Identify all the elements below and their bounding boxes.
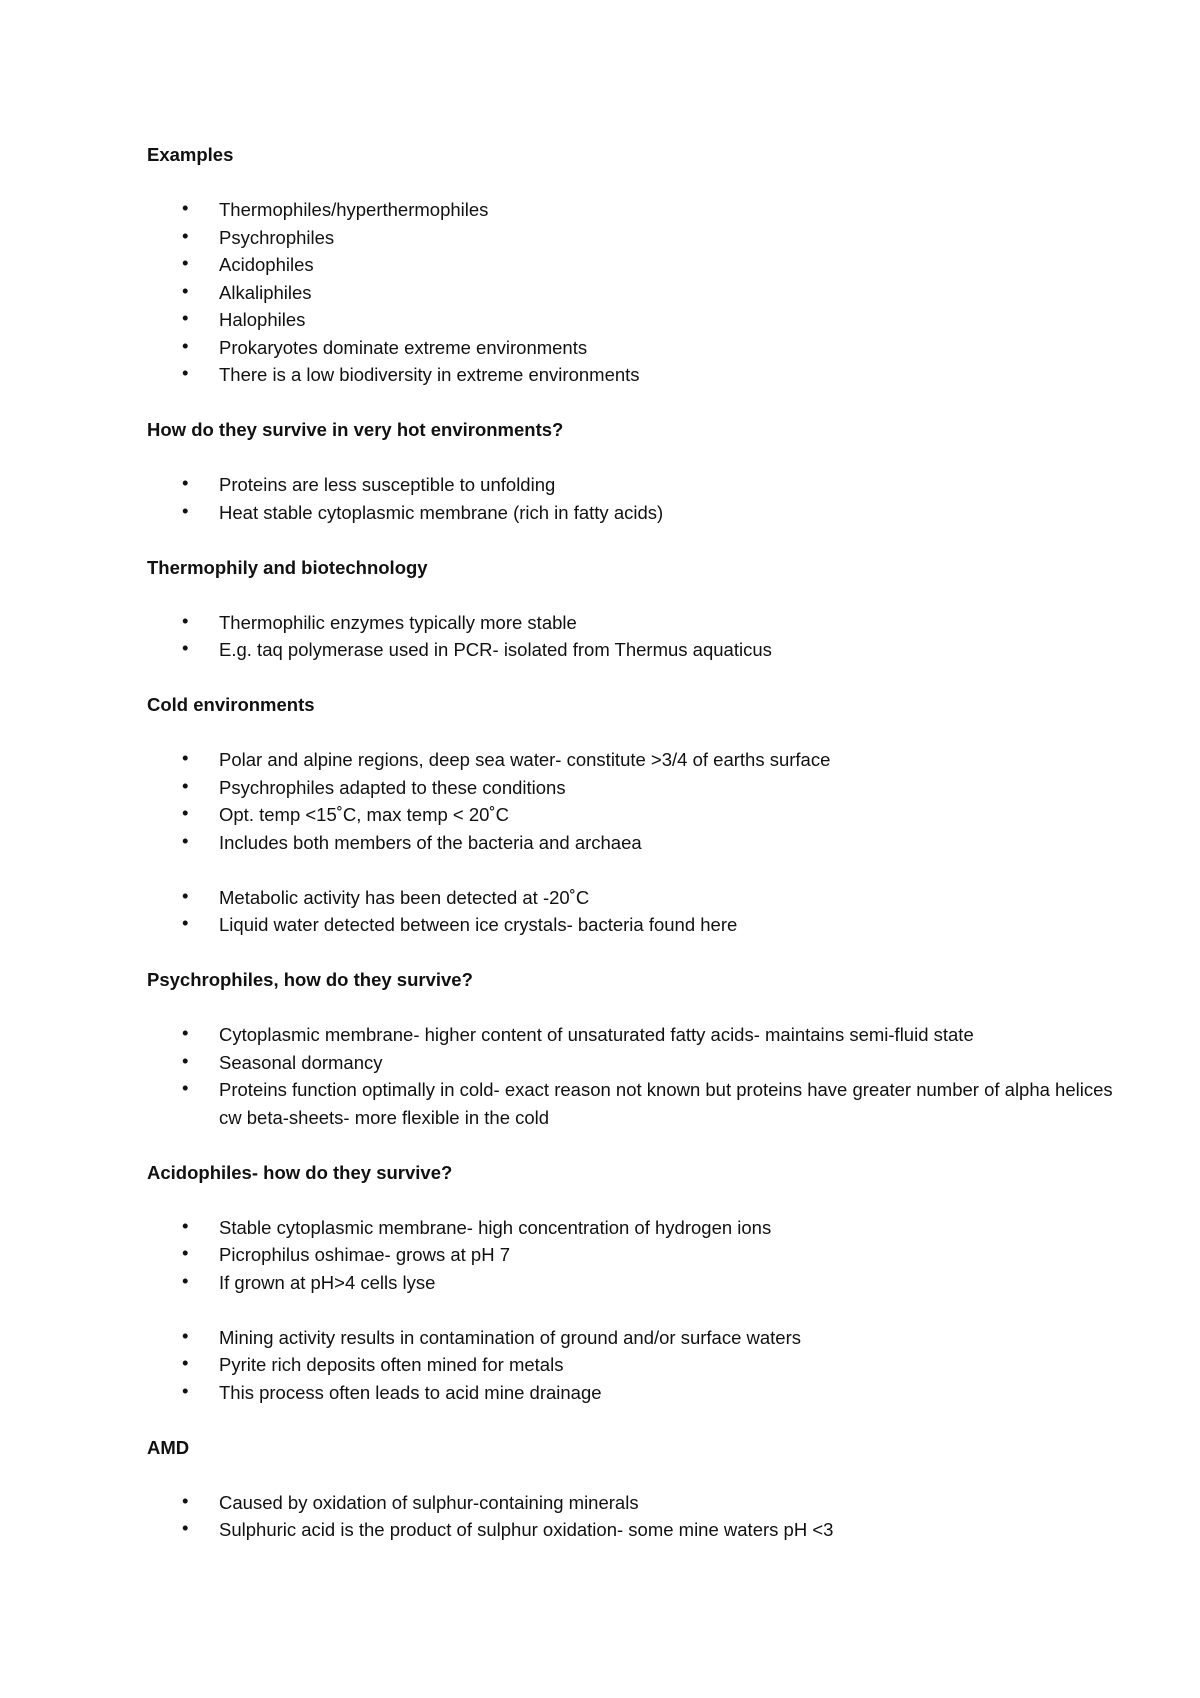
bullet-icon: • (182, 747, 189, 768)
spacer (147, 389, 1200, 417)
bullet-icon: • (182, 637, 189, 658)
bullet-icon: • (182, 1489, 189, 1511)
list-item (147, 224, 1200, 252)
list-item-text: Includes both members of the bacteria and archaea (219, 831, 642, 853)
section (147, 416, 1200, 554)
list-item-text: Psychrophiles (219, 226, 335, 248)
list-item (147, 829, 1200, 857)
bullet-list (147, 1021, 1200, 1131)
list-item-text: E.g. taq polymerase used in PCR- isolated from Thermus aquaticus (219, 639, 772, 660)
spacer (147, 664, 1200, 692)
list-item (147, 609, 1200, 637)
section (147, 554, 1200, 692)
bullet-icon: • (182, 307, 189, 328)
spacer (147, 1406, 1200, 1434)
bullet-icon: • (182, 472, 189, 493)
spacer (147, 1296, 1200, 1324)
list-item-text: Liquid water detected between ice crystals- bacteria found here (219, 914, 738, 935)
bullet-icon: • (182, 1242, 189, 1263)
list-item (147, 1489, 1200, 1517)
list-item-text: Seasonal dormancy (219, 1051, 383, 1073)
bullet-icon: • (182, 1214, 189, 1236)
list-item (147, 1324, 1200, 1352)
bullet-list (147, 1214, 1200, 1297)
bullet-list (147, 196, 1200, 389)
list-item-text: Cytoplasmic membrane- higher content of unsaturated fatty acids- maintains semi-fluid state (219, 1024, 974, 1045)
bullet-list (147, 471, 1200, 526)
list-item-text: Thermophilic enzymes typically more stable (219, 611, 577, 633)
bullet-icon: • (182, 1022, 189, 1043)
list-item-text: Acidophiles (219, 254, 314, 275)
list-item (147, 471, 1200, 499)
list-item (147, 196, 1200, 224)
list-item (147, 279, 1200, 307)
list-item (147, 636, 1200, 664)
section-heading: AMD (147, 1436, 190, 1458)
bullet-icon: • (182, 1077, 189, 1098)
list-item (147, 774, 1200, 802)
list-item (147, 1269, 1200, 1297)
list-item-text: Proteins function optimally in cold- exact reason not known but proteins have greater number of alpha helices cw beta-sheets- more flexible in the cold (219, 1079, 1113, 1128)
list-item-text: Thermophiles/hyperthermophiles (219, 199, 489, 220)
bullet-icon: • (182, 1269, 189, 1291)
list-item-text: Picrophilus oshimae- grows at pH 7 (219, 1244, 510, 1265)
list-item-text: Mining activity results in contamination of ground and/or surface waters (219, 1326, 802, 1348)
bullet-list (147, 884, 1200, 939)
list-item-text: This process often leads to acid mine drainage (219, 1381, 602, 1403)
section-heading: Thermophily and biotechnology (147, 556, 428, 578)
bullet-icon: • (182, 829, 189, 851)
list-item (147, 884, 1200, 912)
list-item (147, 306, 1200, 334)
list-item-text: If grown at pH>4 cells lyse (219, 1271, 436, 1293)
list-item (147, 1351, 1200, 1379)
bullet-icon: • (182, 362, 189, 383)
list-item-text: Sulphuric acid is the product of sulphur oxidation- some mine waters pH <3 (219, 1519, 834, 1540)
list-item-text: Heat stable cytoplasmic membrane (rich in fatty acids) (219, 501, 664, 523)
list-item-text: Opt. temp <15˚C, max temp < 20˚C (219, 804, 509, 825)
list-item-text: There is a low biodiversity in extreme environments (219, 364, 640, 385)
bullet-icon: • (182, 802, 189, 823)
list-item (147, 1214, 1200, 1242)
bullet-icon: • (182, 884, 189, 906)
bullet-list (147, 746, 1200, 856)
list-item (147, 1021, 1200, 1049)
list-item-text: Proteins are less susceptible to unfolding (219, 474, 556, 495)
bullet-icon: • (182, 1324, 189, 1346)
list-item-text: Alkaliphiles (219, 281, 312, 303)
bullet-icon: • (182, 252, 189, 273)
section-heading: Psychrophiles, how do they survive? (147, 969, 473, 990)
bullet-icon: • (182, 912, 189, 933)
bullet-icon: • (182, 279, 189, 301)
spacer (147, 1131, 1200, 1159)
list-item-text: Halophiles (219, 309, 306, 330)
section-heading: How do they survive in very hot environments? (147, 419, 564, 440)
section (147, 1159, 1200, 1434)
spacer (147, 856, 1200, 884)
list-item-text: Polar and alpine regions, deep sea water- constitute >3/4 of earths surface (219, 749, 831, 770)
list-item-text: Psychrophiles adapted to these conditions (219, 776, 566, 798)
list-item (147, 251, 1200, 279)
bullet-icon: • (182, 224, 189, 246)
section (147, 691, 1200, 966)
spacer (147, 169, 1200, 197)
section-heading: Examples (147, 144, 234, 165)
list-item-text: Metabolic activity has been detected at -20˚C (219, 886, 590, 908)
list-item-text: Prokaryotes dominate extreme environments (219, 336, 588, 358)
bullet-list (147, 1324, 1200, 1407)
list-item (147, 1379, 1200, 1407)
spacer (147, 719, 1200, 747)
spacer (147, 1186, 1200, 1214)
list-item (147, 361, 1200, 389)
spacer (147, 444, 1200, 472)
list-item (147, 1049, 1200, 1077)
section-heading: Acidophiles- how do they survive? (147, 1161, 453, 1183)
bullet-list (147, 1489, 1200, 1544)
bullet-icon: • (182, 1517, 189, 1538)
list-item (147, 801, 1200, 829)
list-item (147, 334, 1200, 362)
list-item (147, 911, 1200, 939)
bullet-icon: • (182, 774, 189, 796)
bullet-icon: • (182, 609, 189, 631)
bullet-icon: • (182, 1379, 189, 1401)
section-heading: Cold environments (147, 694, 315, 715)
spacer (147, 581, 1200, 609)
section (147, 966, 1200, 1159)
bullet-list (147, 609, 1200, 664)
list-item-text: Caused by oxidation of sulphur-containing minerals (219, 1491, 639, 1513)
section (147, 141, 1200, 416)
bullet-icon: • (182, 334, 189, 356)
section (147, 1434, 1200, 1544)
spacer (147, 526, 1200, 554)
list-item (147, 1241, 1200, 1269)
list-item (147, 499, 1200, 527)
bullet-icon: • (182, 499, 189, 521)
list-item-text: Stable cytoplasmic membrane- high concentration of hydrogen ions (219, 1216, 772, 1238)
spacer (147, 939, 1200, 967)
list-item-text: Pyrite rich deposits often mined for metals (219, 1354, 564, 1375)
list-item (147, 1076, 1200, 1131)
spacer (147, 994, 1200, 1022)
bullet-icon: • (182, 1049, 189, 1071)
bullet-icon: • (182, 197, 189, 218)
list-item (147, 1516, 1200, 1544)
list-item (147, 746, 1200, 774)
spacer (147, 1461, 1200, 1489)
bullet-icon: • (182, 1352, 189, 1373)
